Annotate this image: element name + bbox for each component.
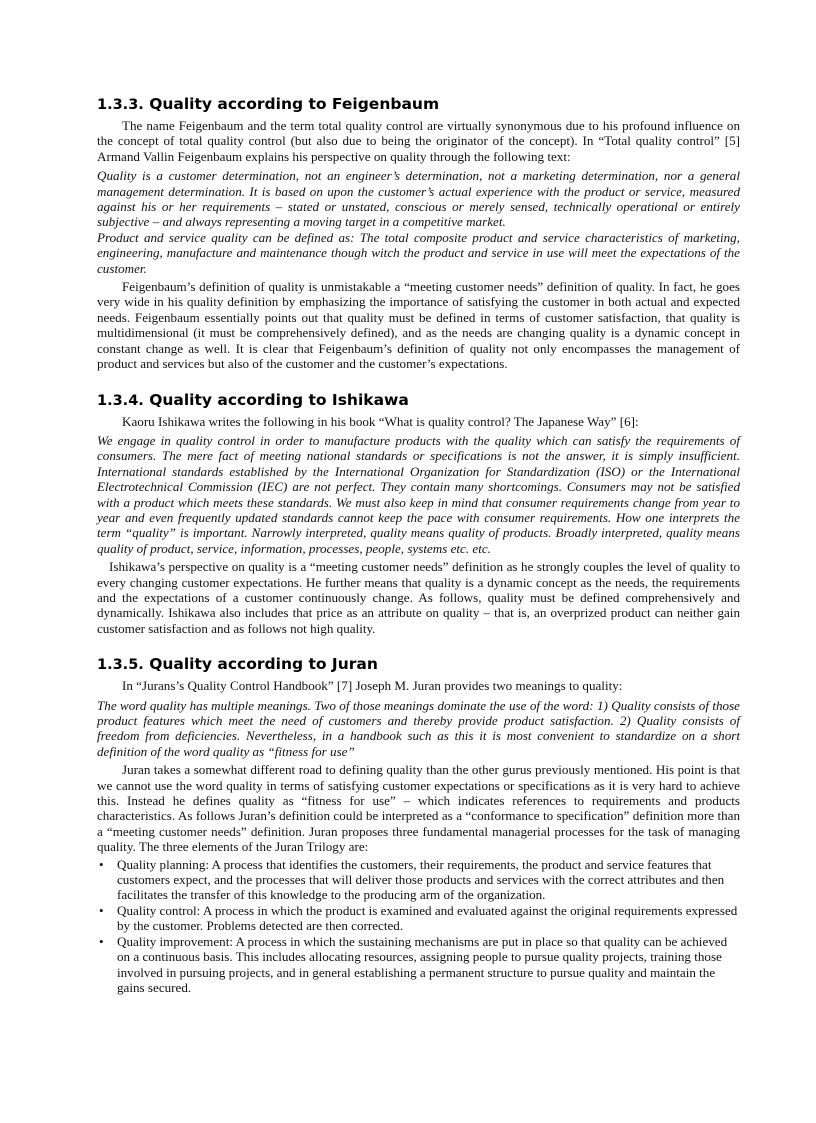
bullet-icon: • bbox=[99, 856, 104, 872]
body-paragraph: Ishikawa’s perspective on quality is a “meeting customer needs” definition as he strongly couples the level of quality to every changing customer expectations. He further means that quality is a dynamic concept as the needs, the requirements and the expectations of a customer continuously change. As follows, quality must be defined comprehensively and dynamically. Ishikawa also includes that price as an attribute on quality – that is, an overprized product can neither gain customer satisfaction and as follows not high quality. bbox=[97, 559, 740, 636]
quote-paragraph: The word quality has multiple meanings. Two of those meanings dominate the use of the word: 1) Quality consists of those product features which meet the need of customers and thereby provide product satisfaction. 2) Quality consists of freedom from deficiencies. Nevertheless, in a handbook such as this it is most convenient to standardize on a short definition of the word quality as “fitness for use” bbox=[97, 697, 740, 759]
intro-paragraph: Kaoru Ishikawa writes the following in his book “What is quality control? The Japanese Way” [6]: bbox=[122, 413, 639, 429]
juran-trilogy-list bbox=[97, 857, 740, 996]
section-heading: 1.3.4. Quality according to Ishikawa bbox=[97, 390, 409, 409]
body-paragraph: Feigenbaum’s definition of quality is unmistakable a “meeting customer needs” definition of quality. In fact, he goes very wide in his quality definition by emphasizing the importance of satisfying the customer in both actual and expected needs. Feigenbaum essentially points out that quality must be defined in terms of customer satisfaction, that quality is multidimensional (it must be comprehensively defined), and as the needs are changing quality is a dynamic concept in constant change as well. It is clear that Feigenbaum’s definition of quality not only encompasses the management of product and services but also of the customer and the customer’s expectations. bbox=[97, 279, 740, 372]
section-ishikawa bbox=[97, 390, 740, 637]
section-juran bbox=[97, 654, 740, 995]
bullet-icon: • bbox=[99, 902, 104, 918]
list-item: • Quality control: A process in which the product is examined and evaluated against the original requirements expressed by the customer. Problems detected are then corrected. bbox=[99, 902, 738, 934]
document-page bbox=[97, 94, 740, 995]
list-item: • Quality planning: A process that identifies the customers, their requirements, the product and service features that customers expect, and the processes that will deliver those products and services with the correct attributes and then facilitates the transfer of this knowledge to the producing arm of the organization. bbox=[99, 856, 725, 903]
quote-paragraph: Quality is a customer determination, not an engineer’s determination, not a marketing determination, nor a general management determination. It is based on upon the customer’s actual experience with the product or service, measured against his or her requirements – stated or unstated, conscious or merely sensed, technically operational or entirely subjective – and always representing a moving target in a competitive market. bbox=[97, 168, 740, 230]
quote-paragraph: We engage in quality control in order to manufacture products with the quality which can satisfy the requirements of consumers. The mere fact of meeting national standards or specifications is not the answer, it is simply insufficient. International standards established by the International Organization for Standardization (ISO) or the International Electrotechnical Commission (IEC) are not perfect. They contain many shortcomings. Consumers may not be satisfied with a product which meets these standards. We must also keep in mind that consumer requirements change from year to year and even frequently updated standards cannot keep the pace with consumer requirements. How one interprets the term “quality” is important. Narrowly interpreted, quality means quality of products. Broadly interpreted, quality means quality of product, service, information, processes, people, systems etc. etc. bbox=[97, 432, 740, 556]
quote-paragraph: Product and service quality can be defined as: The total composite product and service characteristics of marketing, engineering, manufacture and maintenance though witch the product and service in use will meet the expectations of the customer. bbox=[97, 229, 740, 276]
section-heading: 1.3.5. Quality according to Juran bbox=[97, 655, 378, 674]
intro-paragraph: The name Feigenbaum and the term total quality control are virtually synonymous due to his profound influence on the concept of total quality control (but also due to being the originator of the concept). In “Total quality control” [5] Armand Vallin Feigenbaum explains his perspective on quality through the following text: bbox=[97, 118, 740, 164]
bullet-icon: • bbox=[99, 933, 104, 949]
body-paragraph: Juran takes a somewhat different road to defining quality than the other gurus previously mentioned. His point is that we cannot use the word quality in terms of satisfying customer expectations or specifications as it is very hard to achieve this. Instead he defines quality as “fitness for use” – which indicates references to requirements and products characteristics. As follows Juran’s definition could be interpreted as a “conformance to specification” definition more than a “meeting customer needs” definition. Juran proposes three fundamental managerial processes for the task of managing quality. The three elements of the Juran Trilogy are: bbox=[97, 762, 740, 855]
list-item: • Quality improvement: A process in which the sustaining mechanisms are put in place so that quality can be achieved on a continuous basis. This includes allocating resources, assigning people to pursue quality projects, training those involved in pursuing projects, and in general establishing a permanent structure to pursue quality and maintain the gains secured. bbox=[99, 933, 728, 995]
section-heading: 1.3.3. Quality according to Feigenbaum bbox=[97, 95, 440, 113]
section-feigenbaum bbox=[97, 94, 740, 372]
intro-paragraph: In “Jurans’s Quality Control Handbook” [7] Joseph M. Juran provides two meanings to quality: bbox=[122, 678, 623, 694]
